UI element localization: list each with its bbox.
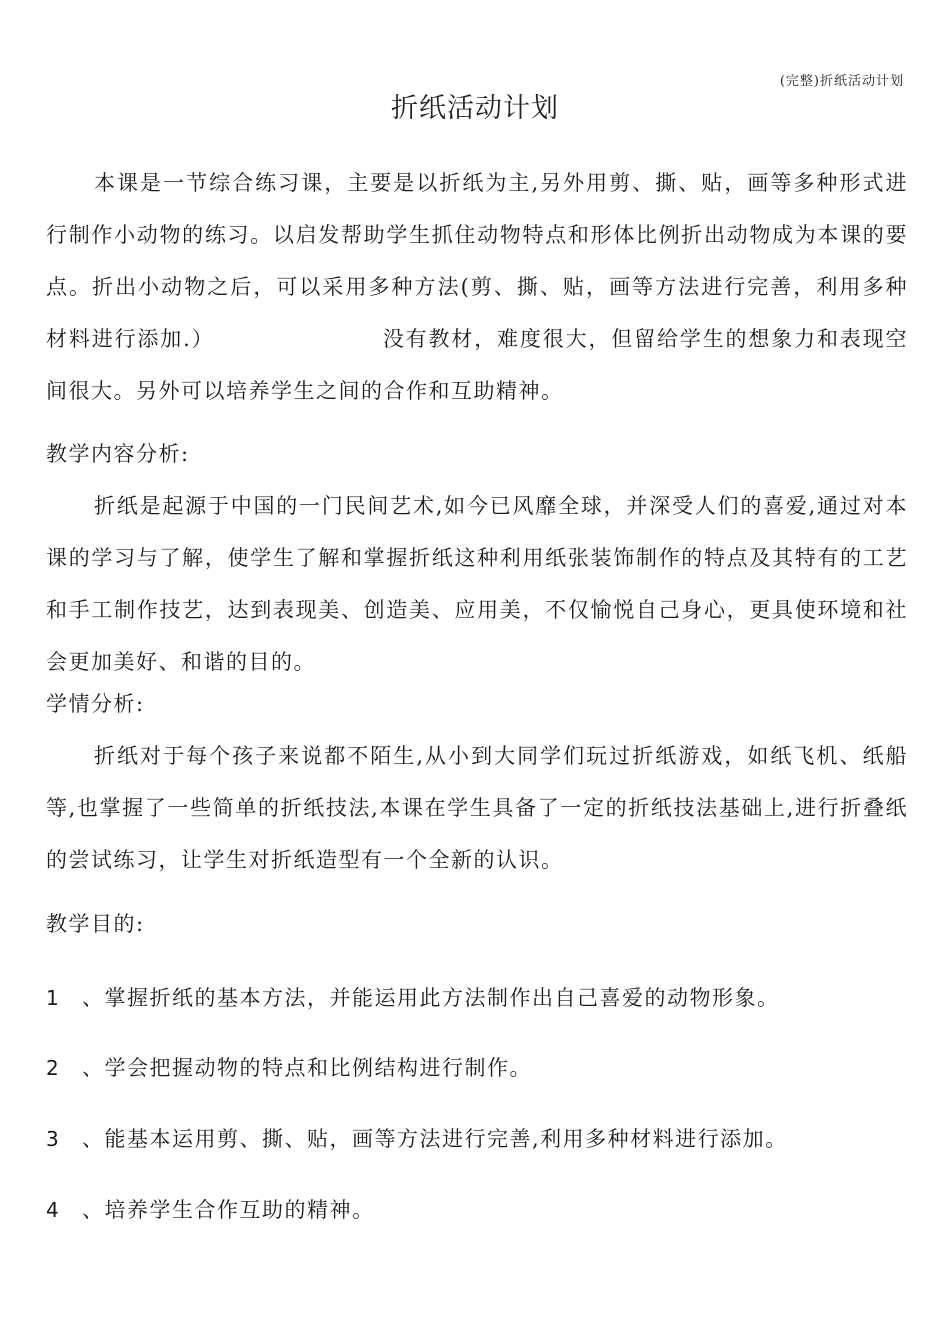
- objective-text: 、能基本运用剪、撕、贴，画等方法进行完善,利用多种材料进行添加。: [82, 1127, 788, 1151]
- objective-item: [46, 983, 780, 1013]
- running-header: (完整)折纸活动计划: [779, 74, 904, 89]
- content-analysis-section: [46, 428, 908, 688]
- objectives-section: [46, 898, 908, 950]
- student-analysis-section: [46, 678, 908, 886]
- intro-paragraph: [46, 157, 908, 417]
- content-analysis-heading: 教学内容分析:: [46, 442, 190, 466]
- objectives-heading: 教学目的:: [46, 912, 145, 936]
- page-title: 折纸活动计划: [391, 93, 559, 124]
- student-analysis-heading: 学情分析:: [46, 692, 145, 716]
- intro-section: [46, 157, 908, 417]
- objective-item: [46, 1053, 532, 1083]
- student-analysis-paragraph: 折纸对于每个孩子来说都不陌生,从小到大同学们玩过折纸游戏，如纸飞机、纸船等,也掌握了一些简单的折纸技法,本课在学生具备了一定的折纸技法基础上,进行折叠纸的尝试练习，让学生对折纸造型有一个全新的认识。: [46, 744, 908, 872]
- objective-number: 3: [46, 1127, 61, 1151]
- content-analysis-paragraph: 折纸是起源于中国的一门民间艺术,如今已风靡全球，并深受人们的喜爱,通过对本课的学习与了解，使学生了解和掌握折纸这种利用纸张装饰制作的特点及其特有的工艺和手工制作技艺，达到表现美、创造美、应用美，不仅愉悦自己身心，更具使环境和社会更加美好、和谐的目的。: [46, 494, 908, 674]
- intro-text-part2: 没有教材，难度很大，但留给学生的想象力和表现空间很大。另外可以培养学生之间的合作和互助精神。: [46, 327, 908, 403]
- objective-text: 、学会把握动物的特点和比例结构进行制作。: [82, 1056, 532, 1080]
- objective-number: 2: [46, 1056, 61, 1080]
- objective-number: 4: [46, 1198, 61, 1222]
- objective-number: 1: [46, 986, 61, 1010]
- objective-text: 、培养学生合作互助的精神。: [82, 1198, 375, 1222]
- objective-text: 、掌握折纸的基本方法，并能运用此方法制作出自己喜爱的动物形象。: [82, 986, 780, 1010]
- intro-text-part1: 本课是一节综合练习课，主要是以折纸为主,另外用剪、撕、贴，画等多种形式进行制作小动物的练习。以启发帮助学生抓住动物特点和形体比例折出动物成为本课的要点。折出小动物之后，可以采用多种方法(剪、撕、贴，画等方法进行完善，利用多种材料进行添加.）: [46, 171, 908, 351]
- objective-item: [46, 1124, 788, 1154]
- objective-item: [46, 1195, 375, 1225]
